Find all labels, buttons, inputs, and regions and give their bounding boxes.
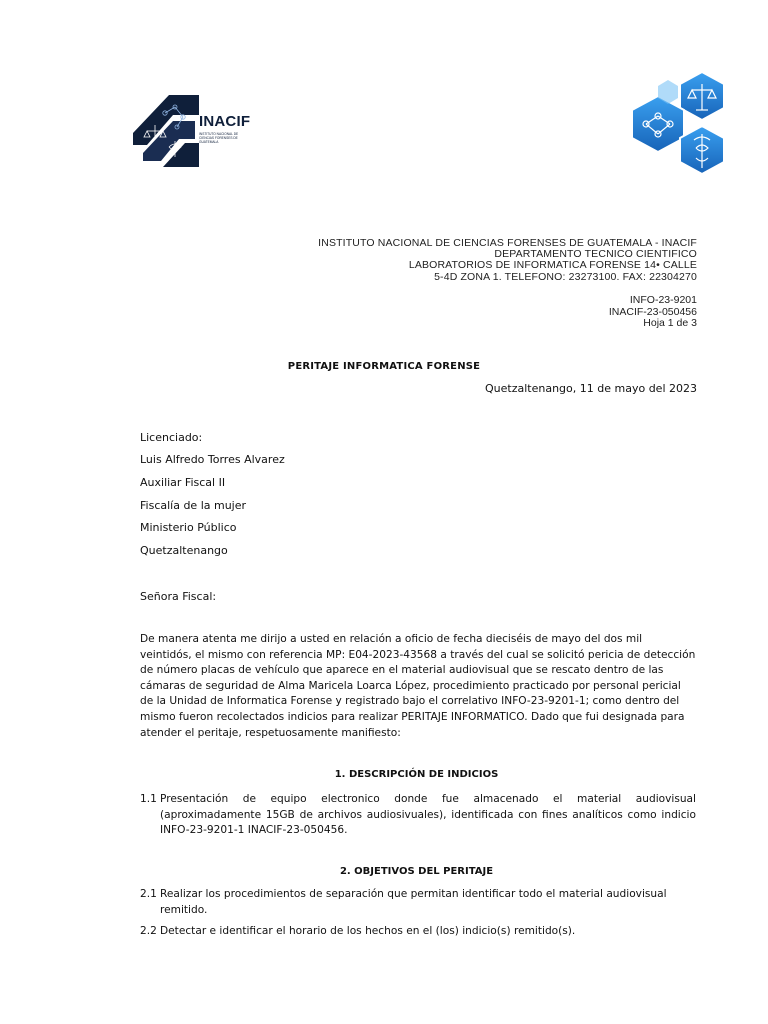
list-item — [140, 887, 696, 918]
document-title: PERITAJE INFORMATICA FORENSE — [287, 361, 481, 372]
institution-header — [318, 238, 697, 283]
logo-tagline: INSTITUTO NACIONAL DE CIENCIAS FORENSES DE GUATEMALA — [199, 132, 239, 144]
sheet-number: Hoja 1 de 3 — [643, 317, 697, 329]
reference-inacif: INACIF-23-050456 — [608, 305, 697, 318]
section-2-title: 2. OBJETIVOS DEL PERITAJE — [339, 866, 494, 877]
addressee-institution: Ministerio Público — [140, 521, 237, 534]
reference-block — [609, 295, 697, 330]
addressee-city: Quetzaltenango — [140, 544, 228, 557]
document-date: Quetzaltenango, 11 de mayo del 2023 — [485, 382, 697, 395]
item-number: 1.1 — [140, 793, 157, 805]
item-number: 2.2 — [140, 925, 157, 937]
header-line-address: 5-4D ZONA 1. TELEFONO: 23273100. FAX: 22304270 — [434, 270, 697, 283]
item-number: 2.1 — [140, 888, 157, 900]
list-item — [140, 792, 696, 839]
header-line-laboratory: LABORATORIOS DE INFORMATICA FORENSE 14• CALLE — [408, 259, 697, 272]
addressee-role: Auxiliar Fiscal II — [140, 476, 226, 489]
logo-brand-text: INACIF — [199, 113, 251, 130]
addressee-name: Luis Alfredo Torres Alvarez — [140, 453, 285, 466]
header-line-department: DEPARTAMENTO TECNICO CIENTIFICO — [494, 248, 697, 261]
intro-paragraph: De manera atenta me dirijo a usted en relación a oficio de fecha dieciséis de mayo del dos mil veintidós, el mismo con referencia MP: E04-2023-43568 a través del cual se solicitó pericia de detección de número placas de vehículo que aparece en el material audiovisual que se rescato dentro de las cámaras de seguridad de Alma Maricela Loarca López, procedimiento practicado por personal pericial de la Unidad de Informatica Forense y registrado bajo el correlativo INFO-23-9201-1; como dentro del mismo fueron recolectados indicios para realizar PERITAJE INFORMATICO. Dado que fui designada para atender el peritaje, respetuosamente manifiesto: — [140, 633, 696, 739]
list-item — [140, 924, 696, 940]
hexagon-logo-icon — [628, 70, 728, 188]
item-text: Realizar los procedimientos de separación que permitan identificar todo el material audiovisual remitido. — [160, 888, 667, 916]
reference-info: INFO-23-9201 — [629, 294, 697, 306]
addressee-salutation: Licenciado: — [140, 431, 203, 444]
addressee-office: Fiscalía de la mujer — [140, 499, 247, 512]
section-1-title: 1. DESCRIPCIÓN DE INDICIOS — [334, 769, 499, 780]
inacif-logo — [133, 95, 251, 167]
inacif-emblem-icon — [133, 95, 251, 167]
greeting: Señora Fiscal: — [140, 590, 217, 603]
header-line-institute: INSTITUTO NACIONAL DE CIENCIAS FORENSES DE GUATEMALA - INACIF — [318, 237, 697, 249]
item-text: Presentación de equipo electronico donde fue almacenado el material audiovisual (aproximadamente 15GB de archivos audiosivuales), identificada con fines analíticos como indicio INFO-23-9201-1 INACIF-23-050456. — [160, 793, 696, 837]
item-text: Detectar e identificar el horario de los hechos en el (los) indicio(s) remitido(s). — [160, 925, 576, 937]
